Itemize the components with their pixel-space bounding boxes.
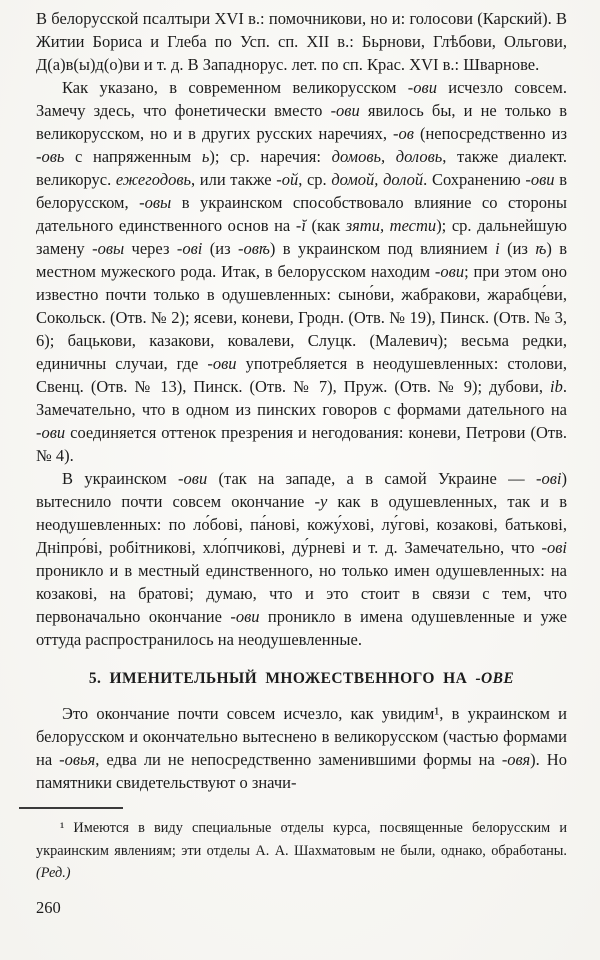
page-number: 260 (36, 897, 61, 917)
footnote-divider (19, 807, 123, 809)
paragraph: В украинском -ови (так на западе, а в самой Украине — -ові) вытеснило почти совсем окончание -у как в одушевленных, так и в неодушевленных: по ло́бові, па́нові, кожу́хові, лу́гові, козакові, батькові, Дніпро́ві, робітникові, хло́пчикові, ду́рневі и т. д. Замечательно, что -ові проникло и в местный единственного, но только имен одушевленных: на козакові, на братові; думаю, что и это стоит в связи с тем, что первоначально окончание -ови проникло в имена одушевленные и уже оттуда распространилось на неодушевленные. (36, 469, 567, 649)
footnote: ¹ Имеются в виду специальные отделы курса, посвященные белорусским и украинским явлениям; эти отделы А. А. Шахматовым не были, однако, обработаны. (Ред.) (36, 820, 567, 881)
paragraph: Как указано, в современном великорусском -ови исчезло совсем. Замечу здесь, что фонетически вместо -ови явилось бы, и не только в великорусском, но и в других русских наречиях, -ов (непосредственно из -овь с напряженным ь); ср. наречия: домовь, доловь, также диалект. великорус. ежегодовь, или также -ой, ср. домой, долой. Сохранению -ови в белорусском, -овы в украинском способствовало влияние со стороны дательного единственного основ на -ĭ (как зяти, тести); ср. дальнейшую замену -овы через -ові (из -овѣ) в украинском под влиянием і (из ѣ) в местном мужеского рода. Итак, в белорусском находим -ови; при этом оно известно почти только в одушевленных: сыно́ви, жабракови, жарабце́ви, Сокольск. (Отв. № 2); ясеви, коневи, Гродн. (Отв. № 19), Пинск. (Отв. № 3, 6); бацькови, казакови, ковалеви, Слуцк. (Малевич); весьма редки, единичны случаи, где -ови употребляется в неодушевленных: столови, Свенц. (Отв. № 13), Пинск. (Отв. № 7), Пруж. (Отв. № 9); дубови, ib. Замечательно, что в одном из пинских говоров с формами дательного на -ови соединяется оттенок презрения и негодования: коневи, Петрови (Отв. № 4). (36, 78, 568, 465)
paragraph-continuation: В белорусской псалтыри XVI в.: помочникови, но и: голосови (Карский). В Житии Бориса и Глеба по Усп. сп. XII в.: Бьрнови, Глѣбови, Ольгови, Д(а)в(ы)д(о)ви и т. д. В Западнорус. лет. по сп. Крас. XVI в.: Шварнове. (36, 9, 567, 74)
section-heading: 5. ИМЕНИТЕЛЬНЫЙ МНОЖЕСТВЕННОГО НА -ОВЕ (88, 670, 515, 687)
paragraph: Это окончание почти совсем исчезло, как увидим¹, в украинском и белорусском и окончательно вытеснено в великорусском (частью формами на -овья, едва ли не непосредственно заменившими формы на -овя). Но памятники свидетельствуют о значи- (36, 704, 567, 792)
